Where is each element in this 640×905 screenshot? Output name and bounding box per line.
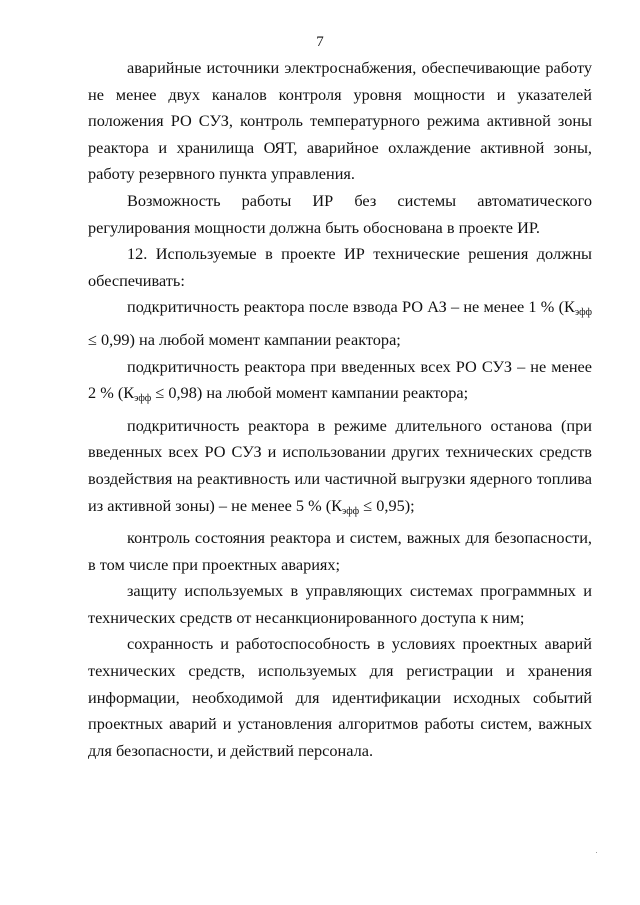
k-eff-subscript: эфф — [574, 307, 592, 319]
subcriticality-shutdown-text: подкритичность реактора в режиме длительного останова (при введенных всех РО СУЗ и использовании других технических средств воздействия на реактивность или частичной выгрузки ядерного топлива из активной зоны) – не менее 5 % (К — [88, 415, 592, 515]
subcriticality-suz-text: подкритичность реактора при введенных всех РО СУЗ – не менее 2 % (К — [88, 356, 592, 403]
paragraph-subcriticality-az — [88, 294, 592, 353]
paragraph-emergency-power: аварийные источники электроснабжения, обеспечивающие работу не менее двух каналов контроля уровня мощности и указателей положения РО СУЗ, контроль температурного режима активной зоны реактора и хранилища ОЯТ, аварийное охлаждение активной зоны, работу резервного пункта управления. — [88, 58, 592, 184]
paragraph-subcriticality-shutdown — [88, 413, 592, 525]
paragraph-item-12-intro: 12. Используемые в проекте ИР технические решения должны обеспечивать: — [88, 244, 592, 290]
subcriticality-suz-tail: ≤ 0,98) на любой момент кампании реактора; — [151, 383, 469, 403]
subcriticality-az-tail: ≤ 0,99) на любой момент кампании реактора; — [88, 329, 401, 349]
page-number: 7 — [316, 34, 324, 50]
paragraph-subcriticality-suz — [88, 354, 592, 413]
subcriticality-az-text: подкритичность реактора после взвода РО АЗ – не менее 1 % (К — [127, 297, 575, 317]
paragraph-data-preservation: сохранность и работоспособность в условиях проектных аварий технических средств, используемых для регистрации и хранения информации, необходимой для идентификации исходных событий проектных аварий и установления алгоритмов работы систем, важных для безопасности, и действий персонала. — [88, 634, 592, 760]
scan-speck — [596, 852, 597, 853]
subcriticality-shutdown-tail: ≤ 0,95); — [359, 495, 415, 515]
paragraph-state-monitoring: контроль состояния реактора и систем, важных для безопасности, в том числе при проектных авариях; — [88, 528, 592, 574]
document-body — [88, 55, 592, 764]
k-eff-subscript: эфф — [134, 393, 152, 405]
paragraph-access-protection: защиту используемых в управляющих системах программных и технических средств от несанкционированного доступа к ним; — [88, 581, 592, 627]
paragraph-no-auto-regulation: Возможность работы ИР без системы автоматического регулирования мощности должна быть обоснована в проекте ИР. — [88, 190, 592, 237]
k-eff-subscript: эфф — [342, 505, 360, 517]
